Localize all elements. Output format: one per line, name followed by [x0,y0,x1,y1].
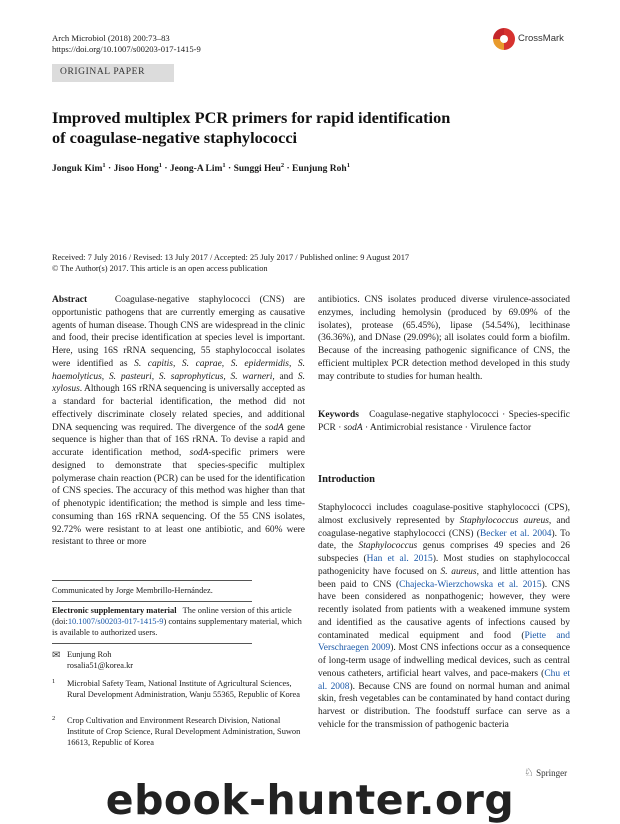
esm-note: Electronic supplementary material The online version of this article (doi:10.1007/s00203-017-1415-9) contains supplementary material, which is available to authorized users. [52,606,302,637]
affiliation-1 [52,679,305,701]
citation-link[interactable]: Chajecka-Wierzchowska et al. 2015 [399,579,542,590]
title-line-1: Improved multiplex PCR primers for rapid identification [52,108,451,127]
watermark: ebook-hunter.org [105,776,515,824]
publisher-name: Springer [536,768,568,778]
copyright-line: © The Author(s) 2017. This article is an open access publication [52,263,268,273]
esm-doi-link[interactable]: 10.1007/s00203-017-1415-9 [67,616,164,626]
communicated-by: Communicated by Jorge Membrillo-Hernández. [52,586,213,595]
footnote-rule [52,580,252,581]
citation-link[interactable]: Han et al. 2015 [366,554,433,564]
doi-link[interactable]: https://doi.org/10.1007/s00203-017-1415-9 [52,44,201,54]
affiliation-text: Crop Cultivation and Environment Research Division, National Institute of Crop Science, Rural Development Administration, Suwon 16613, Republic of Korea [67,716,301,747]
author[interactable]: Eunjung Roh$^1$ [292,162,350,175]
contact-name: Eunjung Roh [67,650,112,659]
section-label: ORIGINAL PAPER [60,67,146,77]
corresponding-author [67,650,133,672]
springer-horse-icon: ♘ [524,767,534,779]
paper-title [52,108,552,148]
introduction-heading: Introduction [318,474,375,485]
dates-line: Received: 7 July 2016 / Revised: 13 July 2017 / Accepted: 25 July 2017 / Published online: 9 August 2017 [52,253,410,262]
footnote-rule [52,601,252,602]
section-band [52,64,174,82]
esm-label: Electronic supplementary material [52,606,177,615]
affiliation-2 [52,716,305,748]
author-list: Jonguk Kim$^1$ · Jisoo Hong$^1$ · Jeong-A Lim$^1$ · Sunggi Heu$^2$ · Eunjung Roh$^1$ [52,162,350,175]
crossmark-icon [493,28,515,50]
author[interactable]: Jonguk Kim$^1$ [52,162,106,175]
journal-header [52,33,201,55]
affiliation-number: 2 [52,715,56,722]
abstract-col-1: Abstract Coagulase-negative staphylococci (CNS) are opportunistic pathogens that are currently emerging as causative agents of human disease. Though CNS are widespread in the clinic and food, their precise identification at species level is important. Here, using 16S rRNA sequencing, 55 staphylococcal isolates were identified as S. capitis, S. caprae, S. epidermidis, S. haemolyticus, S. pasteuri, S. saprophyticus, S. warneri, and S. xylosus. Although 16S rRNA sequencing is universally accepted as a standard for bacterial identification, the method did not effectively discriminate closely related species, and additional DNA sequencing was required. The divergence of the sodA gene sequence is higher than that of 16S rRNA. To devise a rapid and accurate identification method, sodA-specific primers were designed to demonstrate that species-specific multiplex polymerase chain reaction (PCR) can be used for the identification of CNS species. The accuracy of this method was higher than that of phenotypic identification; the method is simple and less time-consuming than 16S rRNA sequencing. Of the 55 CNS isolates, 92.72% were resistant to at least one antibiotic, and 60% were resistant to three or more [52,295,305,548]
footnote-rule [52,643,252,644]
title-line-2: of coagulase-negative staphylococci [52,128,298,147]
introduction-text: Staphylococci includes coagulase-positive staphylococci (CPS), almost exclusively represented by Staphylococcus aureus, and coagulase-negative staphylococci (CNS) (Becker et al. 2004). To date, the Staphylococcus genus comprises 49 species and 26 subspecies (Han et al. 2015). Most studies on staphylococcal pathogenicity have focused on S. aureus, and little attention has been paid to CNS (Chajecka-Wierzchowska et al. 2015). CNS have been considered as nonpathogenic; however, they were recently isolated from patients with a weakened immune system and identified as the causative agents of infections caused by contaminated medical equipment and food (Piette and Verschraegen 2009). Most CNS infections occur as a consequence of long-term usage of indwelling medical devices, such as central venous catheters, artificial heart valves, and pace-makers (Chu et al. 2008). Because CNS are found on normal human and animal skin, fresh vegetables can be contaminated by hand contact during harvest or distribution. The foodstuff surface can serve as a vehicle for the transmission of pathogenic bacteria [318,503,571,730]
keywords-label: Keywords [318,410,359,420]
envelope-icon: ✉ [52,650,61,661]
contact-email[interactable]: rosalia51@korea.kr [67,660,134,670]
citation-link[interactable]: Becker et al. 2004 [479,528,552,539]
citation-link[interactable]: Chu et al. 2008 [318,668,571,692]
crossmark-label: CrossMark [518,33,564,44]
crossmark-badge[interactable] [493,26,569,52]
affiliation-number: 1 [52,678,56,685]
citation-link[interactable]: Piette and Verschraegen 2009 [318,630,570,654]
author[interactable]: Sunggi Heu$^2$ [233,162,285,175]
journal-citation: Arch Microbiol (2018) 200:73–83 [52,33,170,43]
keywords: Keywords Coagulase-negative staphylococci · Species-specific PCR · sodA · Antimicrobial resistance · Virulence factor [318,410,570,433]
author[interactable]: Jisoo Hong$^1$ [113,162,162,175]
publication-history [52,253,572,275]
author[interactable]: Jeong-A Lim$^1$ [169,162,226,175]
abstract-col-2: antibiotics. CNS isolates produced diverse virulence-associated enzymes, including hemolysin (produced by 69.09% of the isolates), protease (65.45%), lipase (54.54%), lecithinase (36.36%), and DNase (29.09%); all isolates could form a biofilm. Because of the increasing pathogenic significance of CNS, the efficient multiplex PCR detection method developed in this study may contribute to studies for human health. [318,295,570,382]
abstract-label: Abstract [52,295,88,305]
affiliation-text: Microbial Safety Team, National Institute of Agricultural Sciences, Rural Development Administration, Wanju 55365, Republic of Korea [67,679,300,699]
